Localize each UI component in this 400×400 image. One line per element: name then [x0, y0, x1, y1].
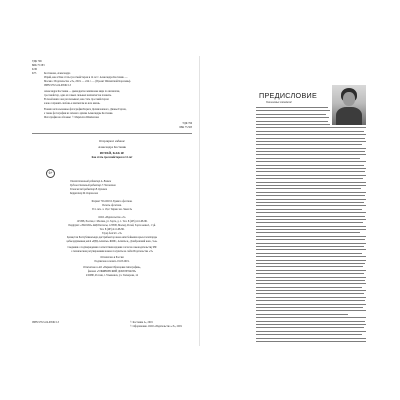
book-spread: [26, 56, 374, 346]
print-info: Формат 70x100/16. Бумага офсетная.: [91, 200, 133, 203]
print-house-line: Отпечатано в АО «Первая Образцовая типография»,: [83, 266, 141, 269]
publisher-line: Тауар белгісі: «Э»: [102, 232, 122, 235]
print-info: Усл. печ. л. 18,2. Тираж экз. Заказ №: [91, 208, 133, 211]
salutation: Уважаемые читатели!: [266, 101, 292, 104]
copyright-design: © Оформление. ООО «Издательство «Э», 2019: [130, 325, 182, 328]
bbk-code: ББК 75.583: [32, 64, 45, 67]
preface-page: [202, 56, 374, 346]
publisher-line: қабылдаушының өкілі «РДЦ-Алматы» ЖШС, Алматы қ., Домбровский көш., 3«а»: [66, 240, 158, 243]
publisher-line: ООО «Издательство «Э»: [98, 216, 126, 219]
publisher-line: Тел. 8 (495) 411-68-86.: [99, 228, 125, 231]
staff-line: Технический редактор В. Кулаков: [70, 188, 108, 191]
print-house-line: 432980, Россия, г. Ульяновск, ул. Гончарова, 14: [86, 274, 138, 277]
copyright-author: © Костеник А., 2019: [130, 321, 153, 324]
publisher-line: Өндіруші: «ЭКСМО» АҚБ Баспасы, 123308, Мәскеу, Ресей, Зорге көшесі, 1 үй.: [68, 224, 156, 227]
author-mark: К 86: [32, 68, 37, 71]
printed-in: Отпечатано в России: [100, 256, 124, 259]
preface-text-block: [256, 107, 366, 344]
bbk-right: ББК 75.583: [179, 126, 192, 129]
age-rating-badge: 6+: [46, 169, 55, 178]
staff-line: Художественный редактор Г. Чеснокова: [70, 184, 116, 187]
udk-right: УДК 796: [182, 122, 192, 125]
title-line: Игрий, как я! Как стать гроссмейстером в 14 лет / Александра Костеник. —: [44, 76, 128, 79]
annotation-line: Александра Костеник — двенадцатая чемпионка мира по шахматам,: [44, 90, 120, 93]
udk-code: УДК 796: [32, 60, 42, 63]
footer-isbn: ISBN 978-5-04-095613-3: [32, 321, 59, 324]
annotation-line: В своей книге она рассказывает, как стать гроссмейстером: [44, 98, 109, 101]
publisher-line: Қазақстан Республикасында дистрибьютор және өнім бойынша арыз-талаптарды: [66, 236, 158, 239]
book-subtitle: Как стать гроссмейстером в 14 лет: [91, 156, 133, 159]
staff-line: Ответственный редактор А. Волков: [70, 180, 112, 183]
print-info: Печать офсетная.: [102, 204, 122, 207]
compliance-line: Сведения о подтверждении соответствия издания согласно законодательству РФ: [67, 246, 157, 249]
compliance-line: о техническом регулировании можно получить на сайте Издательства «Э»: [70, 250, 154, 253]
annotation-line: и как сохранить любовь к шахматам на всю жизнь.: [44, 102, 101, 105]
series-label: Популярное издание: [99, 139, 125, 143]
author-heading: Костюкова, Александра: [44, 72, 71, 75]
isbn-mid: ISBN 978-5-04-095613-3: [44, 84, 71, 87]
book-title: ИГРАЙ, КАК Я!: [99, 151, 125, 155]
credits-line: а также фотографии из личного архива Александры Костеник.: [44, 112, 114, 115]
author-mark-2: К75: [32, 72, 37, 75]
sign-date: Подписано в печать 19.03.2019.: [94, 260, 130, 263]
page-gutter: [199, 56, 200, 346]
annotation-line: гроссмейстер, одна из самых сильных шахматисток планеты.: [44, 94, 112, 97]
publication-line: Москва : Издательство «Э», 2019. — 224 с. — (Проект Шахматной Королевы).: [44, 80, 131, 83]
staff-line: Корректор М. Кириллова: [70, 192, 99, 195]
print-house-line: филиал «УЛЬЯНОВСКИЙ ДОМ ПЕЧАТИ»: [87, 270, 137, 273]
author-name: Александра Костеник: [98, 145, 126, 149]
credits-line: В книге использованы фотографии Бориса Долмиловского, Дианы Гарсиа,: [44, 108, 127, 111]
imprint-page: [26, 56, 198, 346]
credits-line: Фотография на обложке: © Мариэлла Шамхалова: [44, 116, 99, 119]
publisher-line: 123308, Россия, г. Москва, ул. Зорге, д. 1. Тел. 8 (495) 411-68-86.: [76, 220, 148, 223]
page-title: ПРЕДИСЛОВИЕ: [259, 91, 318, 100]
divider: [32, 133, 192, 134]
